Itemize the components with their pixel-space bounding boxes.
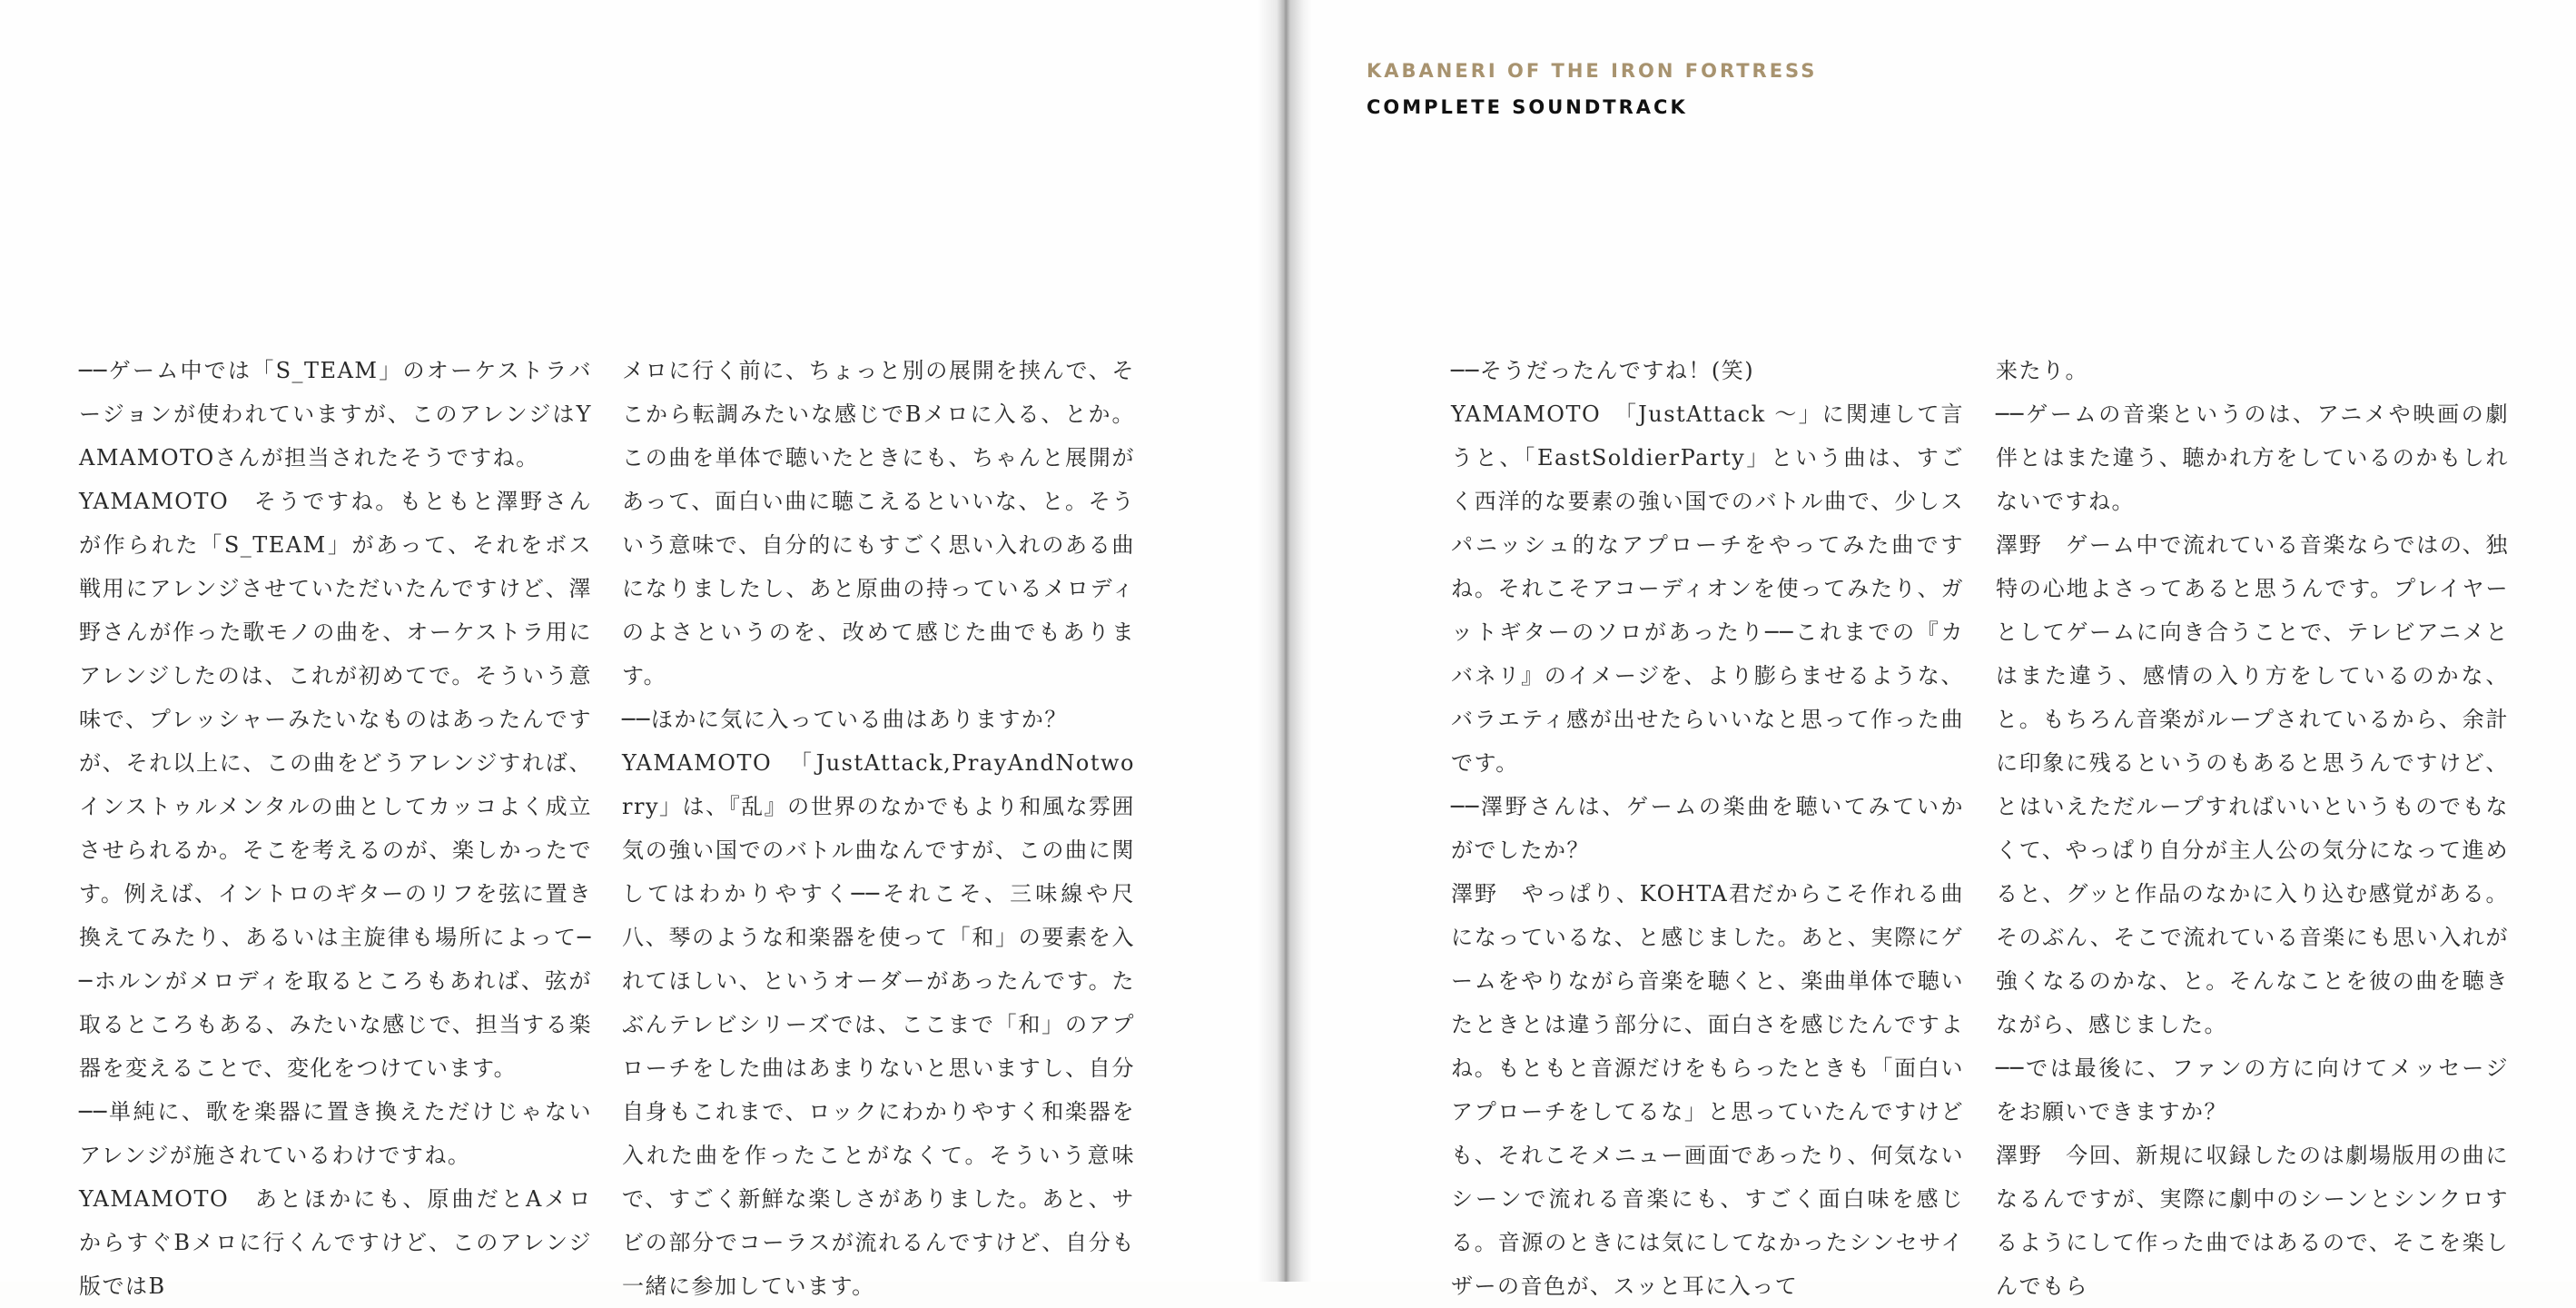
text-column-1 xyxy=(79,349,592,1308)
paragraph: ──澤野さんは、ゲームの楽曲を聴いてみていかがでしたか？ xyxy=(1451,794,1964,863)
text-column-4 xyxy=(1996,349,2509,1308)
paragraph: 来たり。 xyxy=(1996,358,2088,383)
paragraph: YAMAMOTO 「JustAttack,PrayAndNotworry」は、『乱』の世界のなかでもより和風な雰囲気の強い国でのバトル曲なんですが、この曲に関してはわかりやすく──それこそ、三味線や尺八、琴のような和楽器を使って「和」の要素を入れてほしい、というオーダーがあったんです。たぶんテレビシリーズでは、ここまで「和」のアプローチをした曲はあまりないと思いますし、自分自身もこれまで、ロックにわかりやすく和楽器を入れた曲を作ったことがなくて。そういう意味で、すごく新鮮な楽しさがありました。あと、サビの部分でコーラスが流れるんですけど、自分も一緒に参加しています。 xyxy=(622,750,1135,1299)
paragraph: ──ゲーム中では「S_TEAM」のオーケストラバージョンが使われていますが、このアレンジはYAMAMOTOさんが担当されたそうですね。 xyxy=(79,358,592,471)
paragraph: YAMAMOTO そうですね。もともと澤野さんが作られた「S_TEAM」があって、それをボス戦用にアレンジさせていただいたんですけど、澤野さんが作った歌モノの曲を、オーケストラ用にアレンジしたのは、これが初めてで。そういう意味で、プレッシャーみたいなものはあったんですが、それ以上に、この曲をどうアレンジすれば、インストゥルメンタルの曲としてカッコよく成立させられるか。そこを考えるのが、楽しかったです。例えば、イントロのギターのリフを弦に置き換えてみたり、あるいは主旋律も場所によって──ホルンがメロディを取るところもあれば、弦が取るところもある、みたいな感じで、担当する楽器を変えることで、変化をつけています。 xyxy=(79,489,592,1081)
paragraph: YAMAMOTO 「JustAttack 〜」に関連して言うと、「EastSoldierParty」という曲は、すごく西洋的な要素の強い国でのバトル曲で、少しスパニッシュ的なアプローチをやってみた曲ですね。それこそアコーディオンを使ってみたり、ガットギターのソロがあったり──これまでの『カバネリ』のイメージを、より膨らませるような、バラエティ感が出せたらいいなと思って作った曲です。 xyxy=(1451,401,1964,776)
paragraph: 澤野 今回、新規に収録したのは劇場版用の曲になるんですが、実際に劇中のシーンとシンクロするようにして作った曲ではあるので、そこを楽しんでもら xyxy=(1996,1143,2509,1299)
paragraph: メロに行く前に、ちょっと別の展開を挟んで、そこから転調みたいな感じでBメロに入る、とか。この曲を単体で聴いたときにも、ちゃんと展開があって、面白い曲に聴こえるといいな、と。そういう意味で、自分的にもすごく思い入れのある曲になりましたし、あと原曲の持っているメロディのよさというのを、改めて感じた曲でもあります。 xyxy=(622,358,1135,689)
paragraph: ──ほかに気に入っている曲はありますか？ xyxy=(622,707,1068,732)
paragraph: ──ゲームの音楽というのは、アニメや映画の劇伴とはまた違う、聴かれ方をしているのかもしれないですね。 xyxy=(1996,401,2509,514)
paragraph: 澤野 やっぱり、KOHTA君だからこそ作れる曲になっているな、と感じました。あと、実際にゲームをやりながら音楽を聴くと、楽曲単体で聴いたときとは違う部分に、面白さを感じたんですよね。もともと音源だけをもらったときも「面白いアプローチをしてるな」と思っていたんですけども、それこそメニュー画面であったり、何気ないシーンで流れる音楽にも、すごく面白味を感じる。音源のときには気にしてなかったシンセサイザーの音色が、スッと耳に入って xyxy=(1451,881,1964,1299)
paragraph: ──では最後に、ファンの方に向けてメッセージをお願いできますか？ xyxy=(1996,1055,2509,1125)
text-column-2 xyxy=(622,349,1135,1308)
booklet-header xyxy=(1367,58,1817,120)
album-subtitle: COMPLETE SOUNDTRACK xyxy=(1367,96,1688,118)
text-column-3 xyxy=(1451,349,1964,1308)
book-spine-gutter xyxy=(1258,0,1312,1282)
paragraph: ──そうだったんですね！(笑) xyxy=(1451,358,1755,383)
paragraph: YAMAMOTO あとほかにも、原曲だとAメロからすぐBメロに行くんですけど、このアレンジ版ではB xyxy=(79,1186,592,1299)
album-title: KABANERI OF THE IRON FORTRESS xyxy=(1367,60,1818,82)
paragraph: 澤野 ゲーム中で流れている音楽ならではの、独特の心地よさってあると思うんです。プレイヤーとしてゲームに向き合うことで、テレビアニメとはまた違う、感情の入り方をしているのかな、と。もちろん音楽がループされているから、余計に印象に残るというのもあると思うんですけど、とはいえただループすればいいというものでもなくて、やっぱり自分が主人公の気分になって進めると、グッと作品のなかに入り込む感覚がある。そのぶん、そこで流れている音楽にも思い入れが強くなるのかな、と。そんなことを彼の曲を聴きながら、感じました。 xyxy=(1996,532,2509,1037)
paragraph: ──単純に、歌を楽器に置き換えただけじゃないアレンジが施されているわけですね。 xyxy=(79,1099,592,1168)
